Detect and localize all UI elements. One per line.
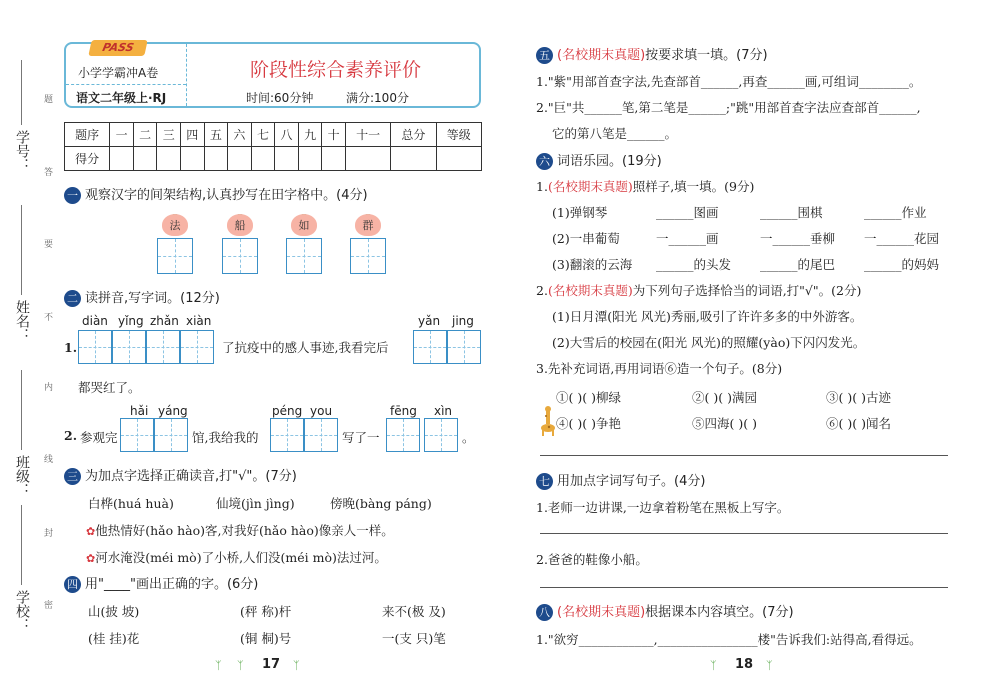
tianzige-box[interactable]	[304, 418, 338, 452]
score-cell[interactable]	[204, 147, 228, 171]
tianzige-box[interactable]	[157, 238, 193, 274]
idiom-blank[interactable]: ⑥( )( )闻名	[826, 416, 891, 431]
word-blank[interactable]: ______作业	[864, 205, 927, 220]
exam-tag: (名校期末真题)	[547, 283, 633, 298]
word-blank[interactable]: ______的妈妈	[864, 257, 940, 272]
word-blank[interactable]: ______的尾巴	[760, 257, 836, 272]
table-cell: 二	[133, 123, 157, 147]
question-text: 它的第八笔是______。	[552, 126, 678, 141]
tianzige-box[interactable]	[270, 418, 304, 452]
header-divider	[66, 84, 186, 85]
sprout-icon: ᛉ	[237, 659, 244, 672]
student-id-line[interactable]	[21, 60, 22, 125]
page-number: 18	[735, 657, 754, 672]
tianzige-box[interactable]	[112, 330, 146, 364]
pronunciation-sentence[interactable]: ✿他热情好(hǎo hào)客,对我好(hǎo hào)像亲人一样。	[86, 523, 394, 538]
score-table	[64, 122, 482, 171]
section-1-heading	[64, 184, 368, 204]
question-text: 。	[462, 430, 475, 445]
tianzige-box[interactable]	[424, 418, 458, 452]
exam-tag: (名校期末真题)	[557, 605, 646, 620]
table-cell: 八	[275, 123, 299, 147]
section-number-badge: 二	[64, 290, 81, 307]
question-text: 了抗疫中的感人事迹,我看完后	[222, 340, 389, 355]
pinyin: yáng	[158, 404, 188, 418]
table-cell: 六	[228, 123, 252, 147]
table-cell: 五	[204, 123, 228, 147]
score-cell[interactable]	[251, 147, 275, 171]
question-text: 馆,我给我的	[192, 430, 259, 445]
fold-char: 答	[44, 168, 54, 178]
word-choice-sentence[interactable]: (1)日月潭(阳光 风光)秀丽,吸引了许许多多的中外游客。	[552, 309, 863, 324]
fold-char: 要	[44, 240, 54, 250]
question-number: 1.	[64, 340, 78, 355]
answer-line[interactable]	[540, 533, 948, 534]
section-5-heading	[536, 44, 768, 64]
tianzige-box[interactable]	[286, 238, 322, 274]
score-cell[interactable]	[228, 147, 252, 171]
pinyin: xiàn	[186, 314, 212, 328]
time-limit: 时间:60分钟	[246, 91, 314, 105]
question-number: 2.	[64, 428, 78, 443]
tianzige-box[interactable]	[154, 418, 188, 452]
answer-line[interactable]	[540, 587, 948, 588]
word-choice-sentence[interactable]: (2)大雪后的校园在(阳光 风光)的照耀(yào)下闪闪发光。	[552, 335, 866, 350]
table-cell: 题序	[65, 123, 110, 147]
table-cell: 得分	[65, 147, 110, 171]
name-label: 姓名：	[14, 300, 30, 342]
score-cell[interactable]	[322, 147, 346, 171]
tianzige-box[interactable]	[146, 330, 180, 364]
section-number-badge: 七	[536, 473, 553, 490]
question-heading: 3.先补充词语,再用词语⑥造一个句子。(8分)	[536, 361, 783, 376]
model-char: 群	[362, 219, 374, 232]
character-choice[interactable]: (桂 挂)花	[88, 631, 140, 646]
word-blank[interactable]: 一______画	[656, 231, 719, 246]
character-choice[interactable]: 山(披 坡)	[88, 604, 140, 619]
score-cell[interactable]	[157, 147, 181, 171]
table-cell: 一	[110, 123, 134, 147]
idiom-blank[interactable]: ⑤四海( )( )	[692, 416, 757, 431]
score-cell[interactable]	[391, 147, 436, 171]
section-title: 用"____"画出正确的字。(6分)	[85, 577, 259, 592]
peach-icon	[162, 214, 188, 236]
fold-char: 封	[44, 529, 54, 539]
character-choice[interactable]: (铜 桐)号	[240, 631, 292, 646]
word-blank[interactable]: ______图画	[656, 205, 719, 220]
question-heading: 2.(名校期末真题)为下列句子选择恰当的词语,打"√"。(2分)	[536, 283, 862, 298]
question-text: 1."紫"用部首查字法,先查部首______,再查______画,可组词________。	[536, 74, 922, 89]
score-cell[interactable]	[133, 147, 157, 171]
full-score: 满分:100分	[346, 91, 409, 105]
pass-logo: PASS	[88, 40, 147, 56]
score-table-header-row	[65, 123, 482, 147]
section-number-badge: 四	[64, 576, 81, 593]
section-7-heading	[536, 470, 705, 490]
section-title: 读拼音,写字词。(12分)	[85, 291, 220, 306]
tianzige-box[interactable]	[222, 238, 258, 274]
pinyin: yǎn	[418, 314, 441, 328]
sentence-prompt: 1.老师一边讲课,一边拿着粉笔在黑板上写字。	[536, 500, 790, 515]
pronunciation-choice[interactable]: 仙境(jìn jìng)	[216, 496, 295, 511]
page-number: 17	[262, 657, 281, 672]
header-vertical-divider	[186, 44, 187, 106]
page-title: 阶段性综合素养评价	[250, 59, 422, 81]
section-2-heading	[64, 287, 220, 307]
table-cell: 十	[322, 123, 346, 147]
character-choice[interactable]: 来不(极 及)	[382, 604, 446, 619]
score-cell[interactable]	[436, 147, 481, 171]
peach-icon	[227, 214, 253, 236]
section-title: 根据课本内容填空。(7分)	[645, 605, 794, 620]
table-cell: 三	[157, 123, 181, 147]
table-cell: 等级	[436, 123, 481, 147]
peach-icon	[355, 214, 381, 236]
flower-icon: ✿	[86, 552, 96, 565]
question-text: 2."巨"共______笔,第二笔是______;"跳"用部首查字法应查部首______,	[536, 100, 921, 115]
word-blank[interactable]: ______围棋	[760, 205, 823, 220]
pinyin: zhǎn	[150, 314, 179, 328]
character-choice[interactable]: (秤 称)杆	[240, 604, 292, 619]
question-text: 都哭红了。	[78, 380, 141, 395]
word-blank[interactable]: 一______垂柳	[760, 231, 836, 246]
idiom-blank[interactable]: ①( )( )柳绿	[556, 390, 621, 405]
tianzige-box[interactable]	[447, 330, 481, 364]
pronunciation-choice[interactable]: 傍晚(bàng páng)	[330, 496, 432, 511]
section-6-heading	[536, 150, 662, 170]
pinyin: xìn	[434, 404, 453, 418]
fold-char: 不	[44, 313, 54, 323]
question-text[interactable]: 1."欲穷____________,________________楼"告诉我们:站得高,看得远。	[536, 632, 922, 647]
word-example: (2)一串葡萄	[552, 231, 620, 246]
section-number-badge: 八	[536, 604, 553, 621]
pinyin: jing	[452, 314, 474, 328]
pronunciation-sentence[interactable]: ✿河水淹没(méi mò)了小桥,人们没(méi mò)法过河。	[86, 550, 387, 565]
tianzige-box[interactable]	[78, 330, 112, 364]
name-line[interactable]	[21, 205, 22, 295]
binding-strip	[0, 0, 62, 691]
score-table-score-row	[65, 147, 482, 171]
school-line[interactable]	[21, 505, 22, 585]
section-title: 观察汉字的间架结构,认真抄写在田字格中。(4分)	[85, 188, 368, 203]
table-cell: 总分	[391, 123, 436, 147]
tianzige-box[interactable]	[180, 330, 214, 364]
pinyin: diàn	[82, 314, 108, 328]
question-heading: 1.(名校期末真题)照样子,填一填。(9分)	[536, 179, 755, 194]
sprout-icon: ᛉ	[215, 659, 222, 672]
section-number-badge: 六	[536, 153, 553, 170]
fold-char: 密	[44, 601, 54, 611]
answer-line[interactable]	[540, 455, 948, 456]
question-text: 参观完	[80, 430, 118, 445]
word-blank[interactable]: ______的头发	[656, 257, 732, 272]
section-number-badge: 一	[64, 187, 81, 204]
model-char: 法	[169, 219, 181, 232]
pinyin: yǐng	[118, 314, 144, 328]
table-cell: 七	[251, 123, 275, 147]
table-cell: 十一	[345, 123, 390, 147]
model-char: 如	[298, 219, 310, 232]
tianzige-box[interactable]	[386, 418, 420, 452]
section-3-heading	[64, 465, 297, 485]
score-cell[interactable]	[180, 147, 204, 171]
section-title: 为加点字选择正确读音,打"√"。(7分)	[85, 469, 297, 484]
section-number-badge: 三	[64, 468, 81, 485]
fold-char: 内	[44, 383, 54, 393]
exam-tag: (名校期末真题)	[557, 48, 646, 63]
section-8-heading	[536, 601, 794, 621]
section-title: 用加点字词写句子。(4分)	[557, 474, 706, 489]
character-choice[interactable]: 一(支 只)笔	[382, 631, 446, 646]
pinyin: fēng	[390, 404, 417, 418]
section-title: 按要求填一填。(7分)	[645, 48, 768, 63]
word-example: (1)弹钢琴	[552, 205, 608, 220]
score-cell[interactable]	[275, 147, 299, 171]
sentence-prompt: 2.爸爸的鞋像小船。	[536, 552, 648, 567]
table-cell: 九	[298, 123, 322, 147]
fold-char: 题	[44, 95, 54, 105]
grade-label: 语文二年级上·RJ	[76, 91, 167, 105]
class-label: 班级：	[14, 455, 30, 497]
pinyin: hǎi	[130, 404, 149, 418]
tianzige-box[interactable]	[120, 418, 154, 452]
score-cell[interactable]	[345, 147, 390, 171]
idiom-blank[interactable]: ④( )( )争艳	[556, 416, 621, 431]
question-text: 写了一	[342, 430, 380, 445]
school-label: 学校：	[14, 590, 30, 632]
sprout-icon: ᛉ	[293, 659, 300, 672]
pinyin: you	[310, 404, 333, 418]
idiom-blank[interactable]: ②( )( )满园	[692, 390, 757, 405]
sprout-icon: ᛉ	[710, 659, 717, 672]
idiom-blank[interactable]: ③( )( )古迹	[826, 390, 891, 405]
fold-char: 线	[44, 455, 54, 465]
score-cell[interactable]	[110, 147, 134, 171]
pronunciation-choice[interactable]: 白桦(huá huà)	[88, 496, 174, 511]
peach-icon	[291, 214, 317, 236]
section-title: 词语乐园。(19分)	[557, 154, 662, 169]
tianzige-box[interactable]	[350, 238, 386, 274]
exam-tag: (名校期末真题)	[547, 179, 633, 194]
flower-icon: ✿	[86, 525, 96, 538]
model-char: 船	[234, 219, 246, 232]
section-4-heading	[64, 573, 258, 593]
tianzige-box[interactable]	[413, 330, 447, 364]
giraffe-icon	[538, 406, 558, 436]
pinyin: péng	[272, 404, 303, 418]
table-cell: 四	[180, 123, 204, 147]
word-blank[interactable]: 一______花园	[864, 231, 940, 246]
sprout-icon: ᛉ	[766, 659, 773, 672]
class-line[interactable]	[21, 370, 22, 450]
word-example: (3)翻滚的云海	[552, 257, 633, 272]
series-name: 小学学霸冲A卷	[78, 66, 159, 80]
section-number-badge: 五	[536, 47, 553, 64]
student-id-label: 学号：	[14, 130, 30, 172]
score-cell[interactable]	[298, 147, 322, 171]
